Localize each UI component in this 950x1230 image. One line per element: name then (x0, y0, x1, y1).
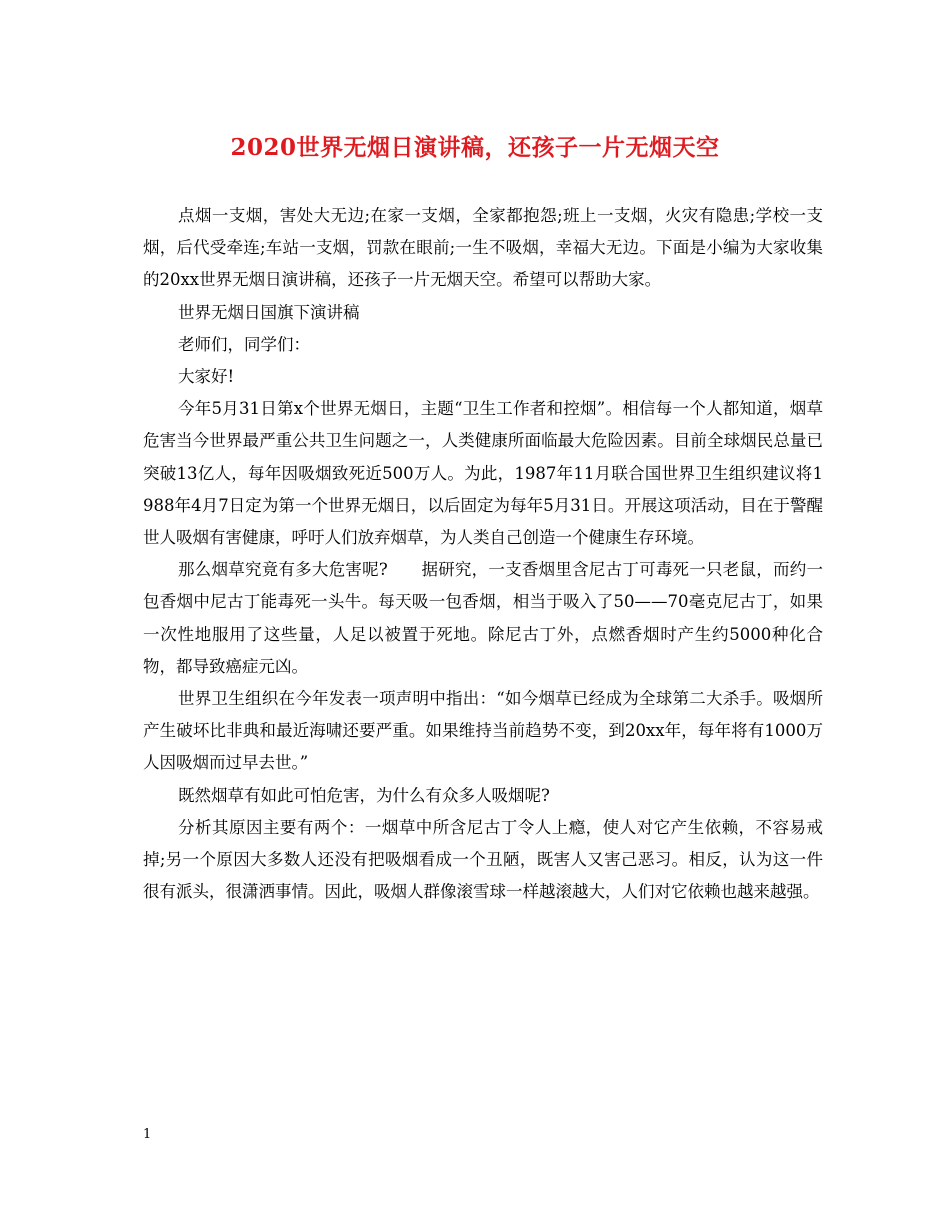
paragraph-question: 既然烟草有如此可怕危害，为什么有众多人吸烟呢? (178, 785, 550, 805)
paragraph-speech-heading: 世界无烟日国旗下演讲稿 (178, 302, 360, 322)
paragraph-greeting: 大家好! (178, 367, 235, 387)
paragraph-analysis: 分析其原因主要有两个：一烟草中所含尼古丁令人上瘾，使人对它产生依赖，不容易戒掉;另一个原因大多数人还没有把吸烟看成一个丑陋，既害人又害己恶习。相反，认为这一件很有派头，很潇洒事情。因此，吸烟人群像滚雪球一样越滚越大，人们对它依赖也越来越强。 (143, 817, 823, 902)
page-number: 1 (143, 1127, 152, 1142)
paragraph-world-no-tobacco-day: 今年5月31日第x个世界无烟日，主题“卫生工作者和控烟”。相信每一个人都知道，烟草危害当今世界最严重公共卫生问题之一，人类健康所面临最大危险因素。目前全球烟民总量已突破13亿人，每年因吸烟致死近500万人。为此，1987年11月联合国世界卫生组织建议将1988年4月7日定为第一个世界无烟日，以后固定为每年5月31日。开展这项活动，目在于警醒世人吸烟有害健康，呼吁人们放弃烟草，为人类自己创造一个健康生存环境。 (143, 399, 823, 548)
paragraph-intro: 点烟一支烟，害处大无边;在家一支烟，全家都抱怨;班上一支烟，火灾有隐患;学校一支烟，后代受牵连;车站一支烟，罚款在眼前;一生不吸烟，幸福大无边。下面是小编为大家收集的20xx世界无烟日演讲稿，还孩子一片无烟天空。希望可以帮助大家。 (143, 206, 823, 290)
document-body (143, 200, 823, 908)
paragraph-who-statement: 世界卫生组织在今年发表一项声明中指出：“如今烟草已经成为全球第二大杀手。吸烟所产生破坏比非典和最近海啸还要严重。如果维持当前趋势不变，到20xx年，每年将有1000万人因吸烟而过早去世。” (143, 689, 823, 773)
paragraph-salutation: 老师们，同学们： (178, 334, 310, 354)
document-title: 2020世界无烟日演讲稿，还孩子一片无烟天空 (230, 134, 720, 161)
paragraph-tobacco-harm: 那么烟草究竟有多大危害呢? 据研究，一支香烟里含尼古丁可毒死一只老鼠，而约一包香烟中尼古丁能毒死一头牛。每天吸一包香烟，相当于吸入了50——70毫克尼古丁，如果一次性地服用了这些量，人足以被置于死地。除尼古丁外，点燃香烟时产生约5000种化合物，都导致癌症元凶。 (143, 560, 823, 676)
